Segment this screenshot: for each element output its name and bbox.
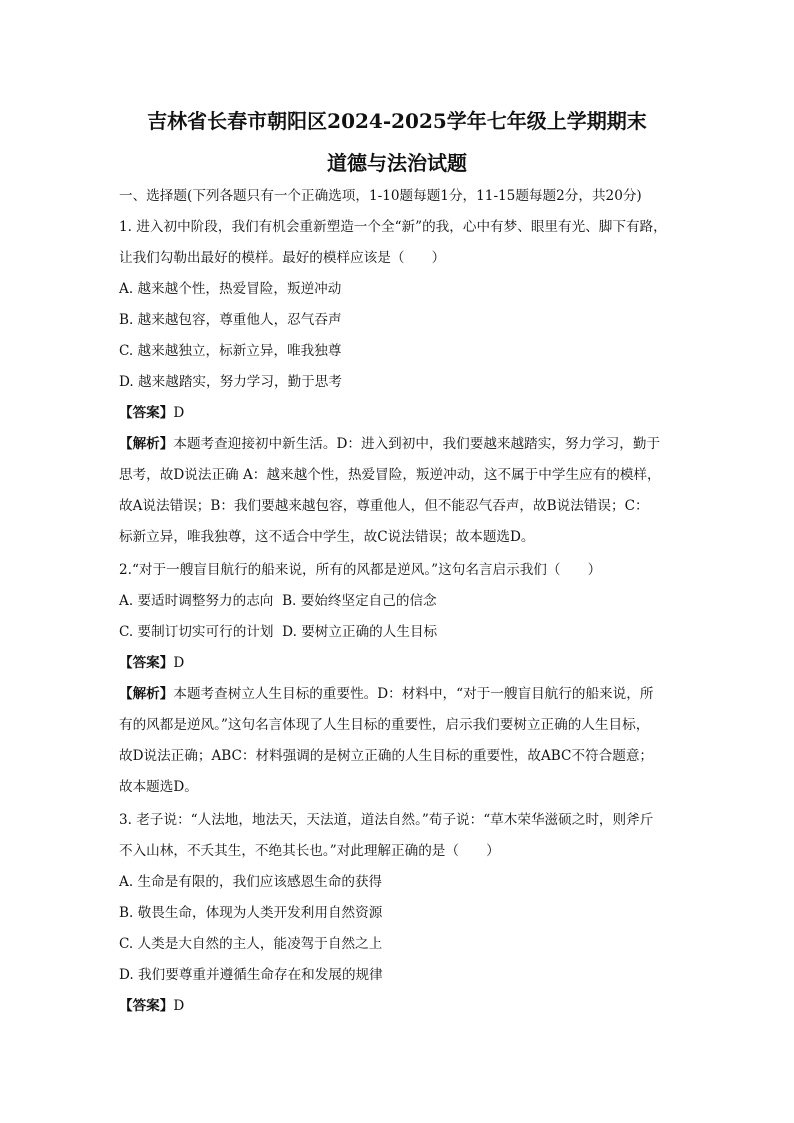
q1-option-d: D. 越来越踏实，努力学习，勤于思考: [119, 374, 342, 390]
q1-option-a: A. 越来越个性，热爱冒险，叛逆冲动: [119, 281, 342, 297]
q1-analysis-text-1: 本题考查迎接初中新生活。D：进入到初中，我们要越来越踏实，努力学习，勤于: [173, 436, 661, 452]
q3-option-c: C. 人类是大自然的主人，能凌驾于自然之上: [119, 936, 383, 952]
answer-tag: 【答案】: [119, 655, 174, 671]
q1-answer-line: [119, 404, 184, 422]
q2-answer: D: [173, 655, 185, 671]
answer-tag: 【答案】: [119, 998, 174, 1014]
q3-stem-line-2: 不入山林，不夭其生，不绝其长也。”对此理解正确的是（ ）: [119, 843, 500, 859]
q2-options-row-1: [119, 592, 437, 610]
section-header: 一、选择题(下列各题只有一个正确选项，1-10题每题1分，11-15题每题2分，共20分): [119, 188, 642, 204]
q1-option-c: C. 越来越独立，标新立异，唯我独尊: [119, 343, 342, 359]
q2-analysis-line-3: 故D说法正确；ABC：材料强调的是树立正确的人生目标的重要性，故ABC不符合题意；: [119, 748, 654, 764]
q1-analysis-line-2: 思考，故D说法正确 A：越来越个性，热爱冒险，叛逆冲动，这不属于中学生应有的模样，: [119, 467, 661, 483]
q2-option-a: A. 要适时调整努力的志向: [119, 593, 274, 609]
q1-analysis-line-1: [119, 435, 660, 453]
title-line-1: 吉林省长春市朝阳区2024-2025学年七年级上学期期末: [147, 109, 647, 133]
q1-stem-line-1: 1. 进入初中阶段，我们有机会重新塑造一个全“新”的我，心中有梦、眼里有光、脚下有路，: [119, 219, 667, 235]
q2-analysis-line-1: [119, 685, 653, 703]
q1-analysis-line-4: 标新立异，唯我独尊，这不适合中学生，故C说法错误；故本题选D。: [119, 529, 535, 545]
q1-stem-line-2: 让我们勾勒出最好的模样。最好的模样应该是（ ）: [119, 250, 446, 266]
analysis-tag: 【解析】: [119, 436, 174, 452]
q2-stem-line-1: 2.“对于一艘盲目航行的船来说，所有的风都是逆风。”这句名言启示我们（ ）: [119, 562, 602, 578]
q2-analysis-line-4: 故本题选D。: [119, 779, 198, 795]
q3-answer-line: [119, 997, 184, 1015]
q3-answer: D: [173, 998, 185, 1014]
q1-option-b: B. 越来越包容，尊重他人，忍气吞声: [119, 312, 342, 328]
analysis-tag: 【解析】: [119, 686, 174, 702]
q2-option-b: B. 要始终坚定自己的信念: [282, 593, 437, 609]
q2-option-d: D. 要树立正确的人生目标: [282, 624, 438, 640]
q3-option-b: B. 敬畏生命，体现为人类开发利用自然资源: [119, 905, 383, 921]
answer-tag: 【答案】: [119, 405, 174, 421]
q3-option-a: A. 生命是有限的，我们应该感恩生命的获得: [119, 874, 383, 890]
q2-option-c: C. 要制订切实可行的计划: [119, 624, 274, 640]
q1-answer: D: [173, 405, 185, 421]
q3-stem-line-1: 3. 老子说：“人法地，地法天，天法道，道法自然。”荀子说：“草木荣华滋硕之时，则斧斤: [119, 812, 654, 828]
q2-options-row-2: [119, 623, 437, 641]
q1-analysis-line-3: 故A说法错误；B：我们要越来越包容，尊重他人，但不能忍气吞声，故B说法错误；C：: [119, 498, 649, 514]
title-line-2: 道德与法治试题: [327, 151, 467, 175]
q2-analysis-text-1: 本题考查树立人生目标的重要性。D：材料中，“对于一艘盲目航行的船来说，所: [173, 686, 654, 702]
q3-option-d: D. 我们要尊重并遵循生命存在和发展的规律: [119, 967, 383, 983]
q2-answer-line: [119, 654, 184, 672]
q2-analysis-line-2: 有的风都是逆风。”这句名言体现了人生目标的重要性，启示我们要树立正确的人生目标，: [119, 717, 650, 733]
